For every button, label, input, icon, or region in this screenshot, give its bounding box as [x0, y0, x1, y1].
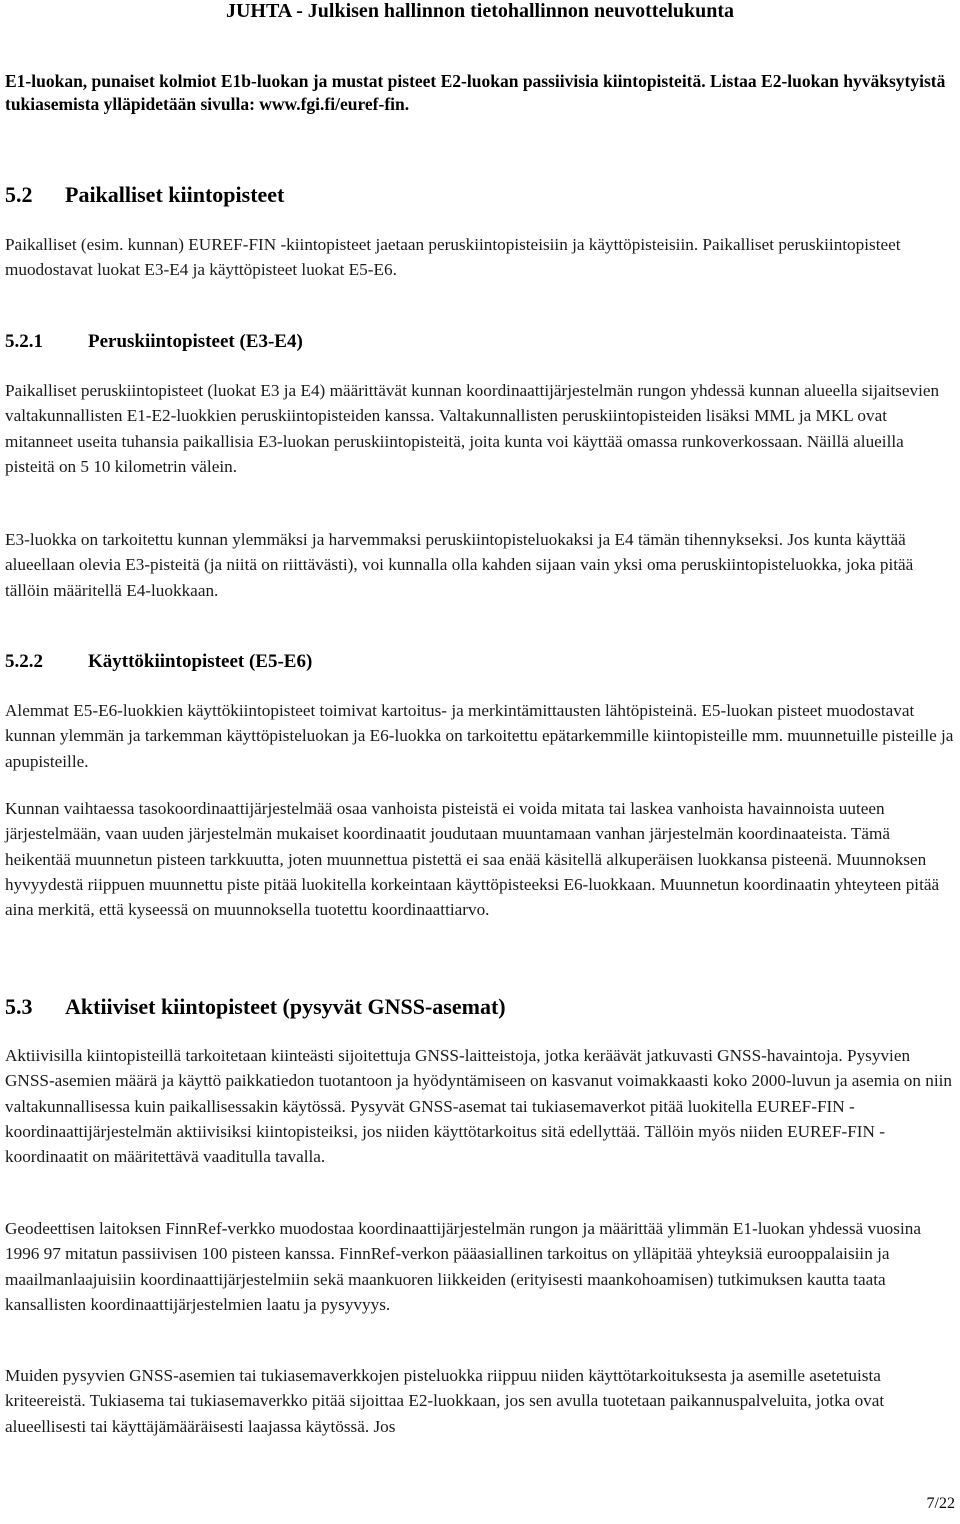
section-heading-5-3 [5, 994, 506, 1020]
paragraph: Kunnan vaihtaessa tasokoordinaattijärjestelmää osaa vanhoista pisteistä ei voida mitata tai laskea vanhoista havainnoista uuteen järjestelmään, vaan uuden järjestelmän mukaiset koordinaatit joudutaan muuntamaan vanhan järjestelmän koordinaateista. Tämä heikentää muunnetun pisteen tarkkuutta, joten muunnettua pistettä ei saa enää käsitellä alkuperäisen luokkansa pisteenä. Muunnoksen hyvyydestä riippuen muunnettu piste pitää luokitella korkeintaan käyttöpisteeksi E6-luokkaan. Muunnetun koordinaatin yhteyteen pitää aina merkitä, että kyseessä on muunnoksella tuotettu koordinaattiarvo. [5, 799, 940, 920]
section-title: Aktiiviset kiintopisteet (pysyvät GNSS-asemat) [65, 994, 506, 1019]
paragraph: Aktiivisilla kiintopisteillä tarkoitetaan kiinteästi sijoitettuja GNSS-laitteistoja, jotka keräävät jatkuvasti GNSS-havaintoja. Pysyvien GNSS-asemien määrä ja käyttö paikkatiedon tuotantoon ja hyödyntämiseen on kasvanut voimakkaasti koko 2000-luvun ja asemia on niin valtakunnallisessa kuin paikallisessakin käytössä. Pysyvät GNSS-asemat tai tukiasemaverkot pitää luokitella EUREF-FIN -koordinaattijärjestelmän aktiivisiksi kiintopisteiksi, jos niiden käyttötarkoitus sitä edellyttää. Tällöin myös niiden EUREF-FIN -koordinaatit on määritettävä vaaditulla tavalla. [5, 1046, 953, 1167]
page-number: 7/22 [926, 1495, 955, 1512]
section-number: 5.2 [5, 182, 33, 207]
section-title: Käyttökiintopisteet (E5-E6) [88, 651, 313, 672]
paragraph: Muiden pysyvien GNSS-asemien tai tukiasemaverkkojen pisteluokka riippuu niiden käyttötarkoituksesta ja asemille asetetuista kriteereistä. Tukiasema tai tukiasemaverkko pitää sijoittaa E2-luokkaan, jos sen avulla tuotetaan paikannuspalveluita, jotka ovat alueellisesti tai käyttäjämääräisesti laajassa käytössä. Jos [5, 1366, 885, 1436]
section-number: 5.2.2 [5, 651, 43, 672]
section-number: 5.2.1 [5, 331, 43, 352]
section-number: 5.3 [5, 994, 33, 1019]
paragraph: Paikalliset (esim. kunnan) EUREF-FIN -kiintopisteet jaetaan peruskiintopisteisiin ja käyttöpisteisiin. Paikalliset peruskiintopisteet muodostavat luokat E3-E4 ja käyttöpisteet luokat E5-E6. [5, 235, 901, 280]
page-header: JUHTA - Julkisen hallinnon tietohallinnon neuvottelukunta [225, 0, 735, 22]
paragraph: E3-luokka on tarkoitettu kunnan ylemmäksi ja harvemmaksi peruskiintopisteluokaksi ja E4 tämän tihennykseksi. Jos kunta käyttää alueellaan olevia E3-pisteitä (ja niitä on riittävästi), voi kunnalla olla kahden sijaan vain yksi oma peruskiintopisteluokka, joka pitää tällöin määritellä E4-luokkaan. [5, 530, 914, 600]
paragraph: Alemmat E5-E6-luokkien käyttökiintopisteet toimivat kartoitus- ja merkintämittausten lähtöpisteinä. E5-luokan pisteet muodostavat kunnan ylemmän ja tarkemman käyttöpisteluokan ja E6-luokka on tarkoitettu epätarkemmille kiintopisteille mm. muunnetuille pisteille ja apupisteille. [5, 701, 954, 771]
paragraph: Paikalliset peruskiintopisteet (luokat E3 ja E4) määrittävät kunnan koordinaattijärjestelmän rungon yhdessä kunnan alueella sijaitsevien valtakunnallisten E1-E2-luokkien peruskiintopisteiden kanssa. Valtakunnallisten peruskiintopisteiden lisäksi MML ja MKL ovat mitanneet useita tuhansia paikallisia E3-luokan peruskiintopisteitä, joita kunta voi käyttää omassa runkoverkossaan. Näillä alueilla pisteitä on 5 10 kilometrin välein. [5, 381, 940, 476]
paragraph: Geodeettisen laitoksen FinnRef-verkko muodostaa koordinaattijärjestelmän rungon ja määrittää ylimmän E1-luokan yhdessä vuosina 1996 97 mitatun passiivisen 100 pisteen kanssa. FinnRef-verkon pääasiallinen tarkoitus on ylläpitää yhteyksiä eurooppalaisiin ja maailmanlaajuisiin koordinaattijärjestelmiin sekä maankuoren liikkeiden (erityisesti maankohoamisen) tutkimuksen kautta taata kansallisten koordinaattijärjestelmien laatu ja pysyvyys. [5, 1219, 921, 1314]
section-heading-5-2-1 [5, 331, 303, 353]
section-heading-5-2 [5, 182, 284, 208]
intro-paragraph: E1-luokan, punaiset kolmiot E1b-luokan ja mustat pisteet E2-luokan passiivisia kiintopisteitä. Listaa E2-luokan hyväksytyistä tukiasemista ylläpidetään sivulla: www.fgi.fi/euref-fin. [5, 71, 946, 114]
section-title: Paikalliset kiintopisteet [65, 182, 285, 207]
section-heading-5-2-2 [5, 651, 312, 673]
section-title: Peruskiintopisteet (E3-E4) [88, 331, 303, 352]
